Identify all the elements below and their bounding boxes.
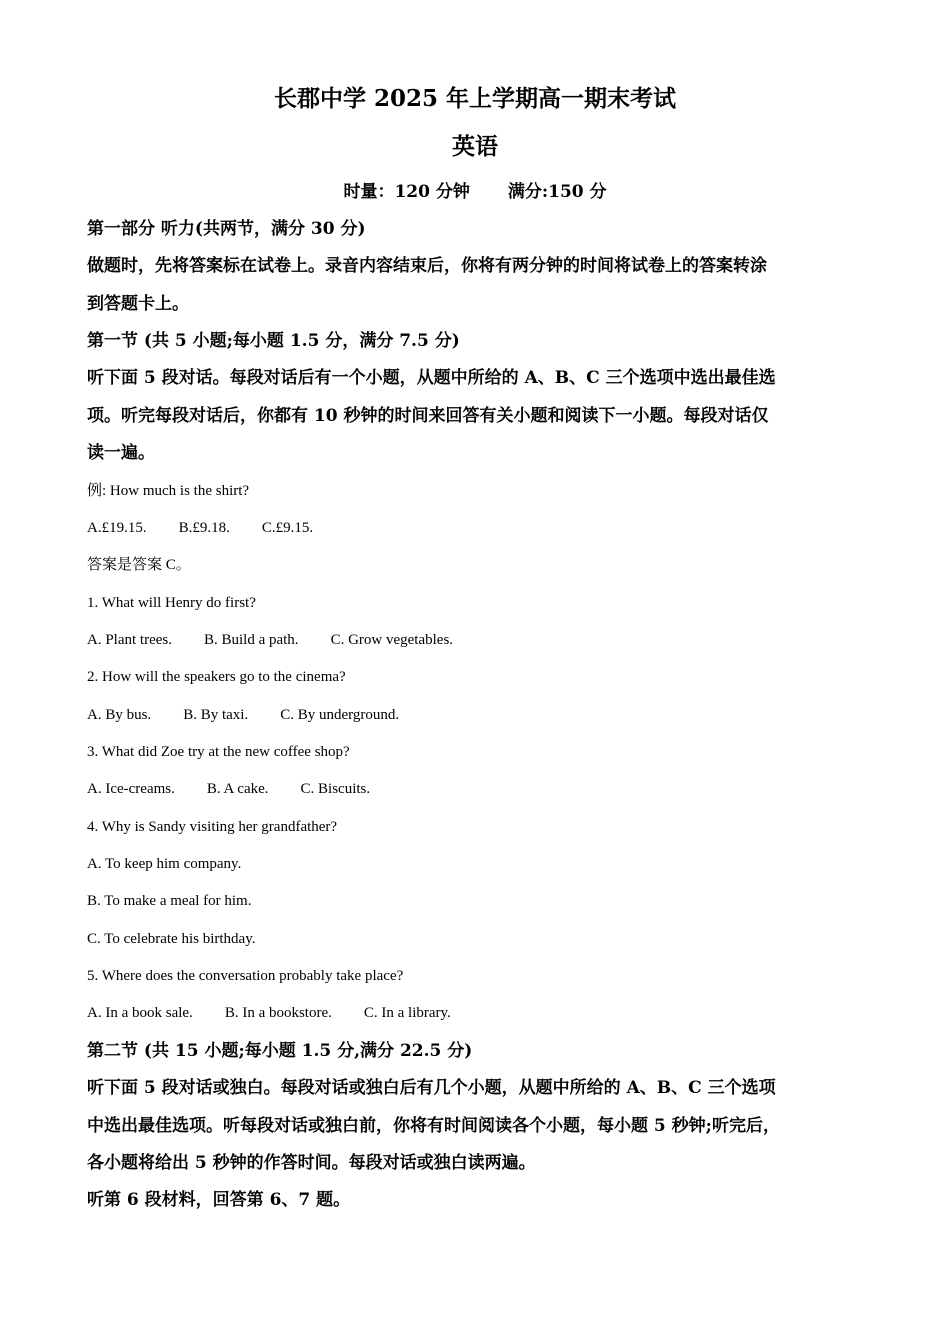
question-2-option-c: C. By underground.: [280, 707, 400, 723]
section2-heading: 第二节 (共 15 小题;每小题 1.5 分,满分 22.5 分): [87, 1041, 473, 1061]
question-2: 2. How will the speakers go to the cinema?: [87, 669, 346, 685]
part1-instruction-line1: 做题时，先将答案标在试卷上。录音内容结束后，你将有两分钟的时间将试卷上的答案转涂: [87, 256, 767, 276]
question-1-option-a: A. Plant trees.: [87, 632, 172, 648]
question-2-option-b: B. By taxi.: [183, 707, 249, 723]
question-5-options: [87, 1002, 867, 1024]
section2-instruction-line3: 各小题将给出 5 秒钟的作答时间。每段对话或独白读两遍。: [87, 1153, 536, 1173]
section1-instruction-line1: 听下面 5 段对话。每段对话后有一个小题，从题中所给的 A、B、C 三个选项中选出最佳选: [87, 368, 776, 388]
question-5: 5. Where does the conversation probably take place?: [87, 968, 404, 984]
example-option-c: C.£9.15.: [261, 520, 314, 536]
question-2-options: [87, 704, 867, 726]
question-4-option-a: A. To keep him company.: [87, 856, 242, 872]
example-option-a: A.£19.15.: [87, 520, 147, 536]
part1-instruction-line2: 到答题卡上。: [87, 294, 189, 314]
question-3-option-c: C. Biscuits.: [300, 781, 371, 797]
exam-time-score: [0, 180, 950, 204]
question-2-option-a: A. By bus.: [87, 707, 152, 723]
question-1-option-b: B. Build a path.: [203, 632, 299, 648]
section1-instruction-line3: 读一遍。: [87, 443, 155, 463]
question-5-option-b: B. In a bookstore.: [224, 1005, 332, 1021]
exam-title: 长郡中学 2025 年上学期高一期末考试: [273, 85, 677, 112]
section1-instruction-line2: 项。听完每段对话后，你都有 10 秒钟的时间来回答有关小题和阅读下一小题。每段对话仅: [87, 406, 769, 426]
exam-time: 时量：120 分钟: [343, 182, 470, 202]
exam-score: 满分:150 分: [507, 182, 607, 202]
example-option-b: B.£9.18.: [178, 520, 230, 536]
example-options: [87, 517, 867, 539]
question-1-options: [87, 629, 867, 651]
question-1: 1. What will Henry do first?: [87, 595, 256, 611]
question-3-option-b: B. A cake.: [206, 781, 269, 797]
section2-instruction-line1: 听下面 5 段对话或独白。每段对话或独白后有几个小题，从题中所给的 A、B、C 三个选项: [87, 1078, 776, 1098]
question-4-option-c: C. To celebrate his birthday.: [87, 931, 256, 947]
question-3-options: [87, 778, 867, 800]
material-6-heading: 听第 6 段材料，回答第 6、7 题。: [87, 1190, 351, 1210]
section2-instruction-line2: 中选出最佳选项。听每段对话或独白前，你将有时间阅读各个小题，每小题 5 秒钟;听完后，: [87, 1116, 780, 1136]
question-1-option-c: C. Grow vegetables.: [330, 632, 454, 648]
exam-subject: 英语: [452, 133, 498, 160]
part1-heading: 第一部分 听力(共两节，满分 30 分): [87, 219, 366, 239]
section1-heading: 第一节 (共 5 小题;每小题 1.5 分，满分 7.5 分): [87, 331, 460, 351]
question-4: 4. Why is Sandy visiting her grandfather?: [87, 819, 338, 835]
example-answer: 答案是答案 C。: [87, 557, 191, 573]
example-question: 例: How much is the shirt?: [87, 483, 250, 499]
question-4-option-b: B. To make a meal for him.: [87, 893, 252, 909]
question-5-option-a: A. In a book sale.: [87, 1005, 193, 1021]
question-3: 3. What did Zoe try at the new coffee shop?: [87, 744, 350, 760]
question-3-option-a: A. Ice-creams.: [87, 781, 175, 797]
question-5-option-c: C. In a library.: [363, 1005, 451, 1021]
